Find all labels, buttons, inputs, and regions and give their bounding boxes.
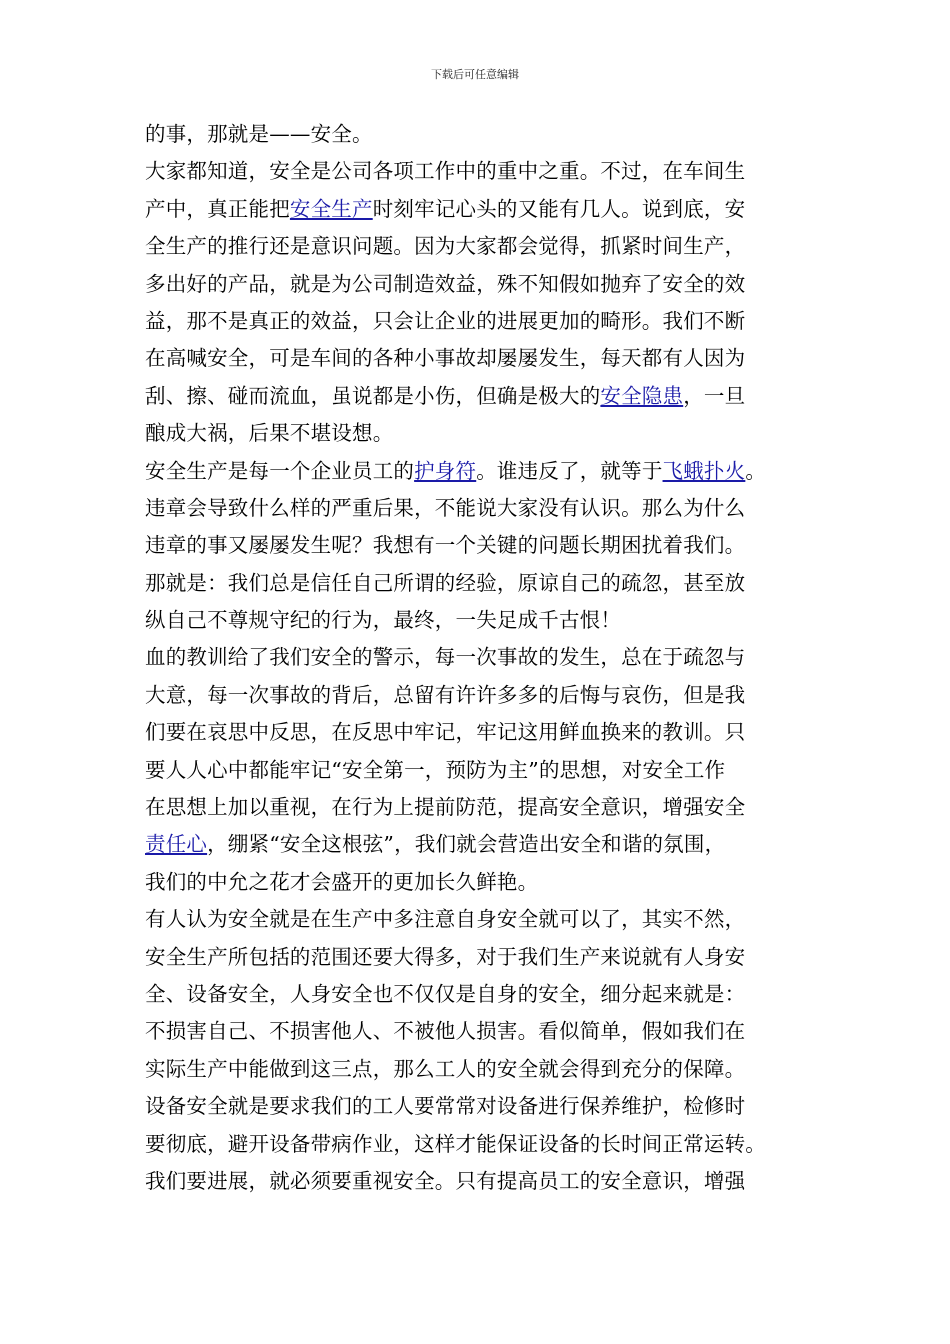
text-line (145, 864, 820, 901)
text-line (145, 976, 820, 1013)
text-line (145, 901, 820, 938)
text-line (145, 153, 820, 190)
text-line (145, 602, 820, 639)
text-line (145, 415, 820, 452)
text-segment: 实际生产中能做到这三点，那么工人的安全就会得到充分的保障。 (145, 1056, 746, 1081)
text-line (145, 266, 820, 303)
text-segment: 产中，真正能把 (145, 196, 290, 221)
text-line (145, 340, 820, 377)
text-segment: 安全生产所包括的范围还要大得多，对于我们生产来说就有人身安 (145, 944, 746, 969)
inline-link[interactable]: 安全隐患 (600, 383, 684, 408)
text-line (145, 1013, 820, 1050)
text-segment: 要人人心中都能牢记“安全第一，预防为主”的思想，对安全工作 (145, 757, 726, 782)
text-line (145, 1126, 820, 1163)
text-line (145, 1163, 820, 1200)
text-segment: 。谁违反了，就等于 (476, 458, 663, 483)
inline-link[interactable]: 飞蛾扑火 (662, 458, 746, 483)
text-segment: 全、设备安全，人身安全也不仅仅是自身的安全，细分起来就是： (145, 981, 746, 1006)
text-line (145, 116, 820, 153)
text-segment: 在高喊安全，可是车间的各种小事故却屡屡发生，每天都有人因为 (145, 346, 746, 371)
text-line (145, 228, 820, 265)
text-segment: 要彻底，避开设备带病作业，这样才能保证设备的长时间正常运转。 (145, 1131, 766, 1156)
text-segment: 纵自己不尊规守纪的行为，最终，一失足成千古恨！ (145, 608, 622, 633)
text-line (145, 752, 820, 789)
text-segment: 大家都知道，安全是公司各项工作中的重中之重。不过，在车间生 (145, 159, 746, 184)
text-segment: 的事，那就是——安全。 (145, 122, 373, 146)
text-segment: 在思想上加以重视，在行为上提前防范，提高安全意识，增强安全 (145, 795, 746, 820)
text-segment: 安全生产是每一个企业员工的 (145, 458, 415, 483)
text-segment: 全生产的推行还是意识问题。因为大家都会觉得，抓紧时间生产， (145, 234, 746, 259)
page-header: 下载后可任意编辑 (431, 68, 519, 81)
text-line (145, 677, 820, 714)
text-line (145, 789, 820, 826)
text-segment: 不损害自己、不损害他人、不被他人损害。看似简单，假如我们在 (145, 1019, 746, 1044)
text-segment: 酿成大祸，后果不堪设想。 (145, 421, 394, 446)
text-segment: 违章会导致什么样的严重后果，不能说大家没有认识。那么为什么 (145, 495, 746, 520)
text-line (145, 639, 820, 676)
text-line (145, 378, 820, 415)
text-segment: ，绷紧“安全这根弦”，我们就会营造出安全和谐的氛围， (207, 832, 726, 857)
text-segment: 血的教训给了我们安全的警示，每一次事故的发生，总在于疏忽与 (145, 645, 746, 670)
text-line (145, 490, 820, 527)
text-segment: 那就是：我们总是信任自己所谓的经验，原谅自己的疏忽，甚至放 (145, 570, 746, 595)
text-segment: ，一旦 (683, 383, 746, 408)
text-line (145, 1088, 820, 1125)
text-segment: 时刻牢记心头的又能有几人。说到底，安 (372, 196, 746, 221)
text-segment: 刮、擦、碰而流血，虽说都是小伤，但确是极大的 (145, 383, 601, 408)
inline-link[interactable]: 责任心 (145, 832, 208, 857)
text-segment: 们要在哀思中反思，在反思中牢记，牢记这用鲜血换来的教训。只 (145, 720, 746, 745)
text-segment: 设备安全就是要求我们的工人要常常对设备进行保养维护，检修时 (145, 1094, 746, 1119)
text-segment: 。 (745, 458, 767, 483)
text-line (145, 565, 820, 602)
text-segment: 大意，每一次事故的背后，总留有许许多多的后悔与哀伤，但是我 (145, 682, 746, 707)
document-body (145, 116, 820, 1200)
text-segment: 有人认为安全就是在生产中多注意自身安全就可以了，其实不然， (145, 907, 746, 932)
text-line (145, 303, 820, 340)
text-line (145, 1051, 820, 1088)
inline-link[interactable]: 护身符 (414, 458, 477, 483)
text-segment: 我们要进展，就必须要重视安全。只有提高员工的安全意识，增强 (145, 1168, 746, 1193)
text-line (145, 826, 820, 863)
inline-link[interactable]: 安全生产 (289, 196, 373, 221)
text-line (145, 453, 820, 490)
text-line (145, 939, 820, 976)
text-line (145, 191, 820, 228)
text-segment: 违章的事又屡屡发生呢？我想有一个关键的问题长期困扰着我们。 (145, 533, 746, 558)
text-segment: 益，那不是真正的效益，只会让企业的进展更加的畸形。我们不断 (145, 308, 746, 333)
text-segment: 多出好的产品，就是为公司制造效益，殊不知假如抛弃了安全的效 (145, 271, 746, 296)
text-line (145, 714, 820, 751)
text-segment: 我们的中允之花才会盛开的更加长久鲜艳。 (145, 869, 539, 894)
text-line (145, 527, 820, 564)
